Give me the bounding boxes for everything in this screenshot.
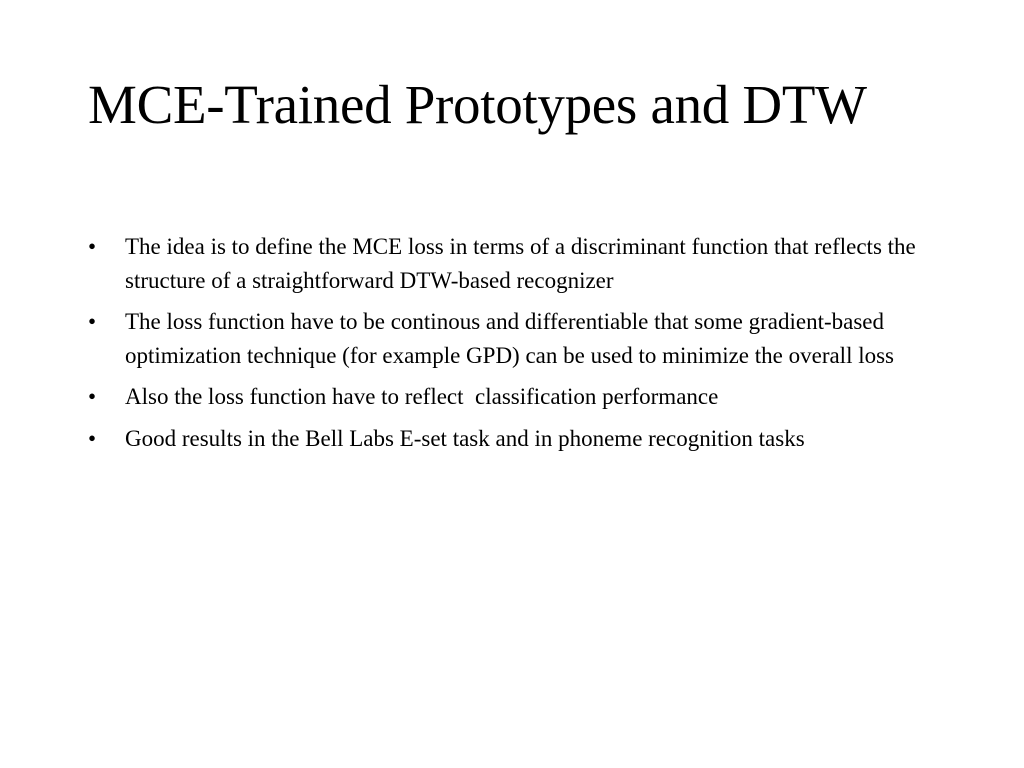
slide-title: MCE-Trained Prototypes and DTW bbox=[88, 74, 867, 135]
bullet-item bbox=[88, 380, 948, 414]
bullet-list bbox=[88, 230, 948, 463]
bullet-text: Also the loss function have to reflect classification performance bbox=[125, 384, 719, 409]
bullet-text: The idea is to define the MCE loss in terms of a discriminant function that reflects the structure of a straightforward DTW-based recognizer bbox=[125, 234, 916, 293]
bullet-icon: • bbox=[88, 309, 97, 334]
bullet-text: Good results in the Bell Labs E-set task and in phoneme recognition tasks bbox=[125, 425, 805, 451]
bullet-item bbox=[88, 422, 948, 456]
bullet-text: The loss function have to be continous and differentiable that some gradient-based optimization technique (for example GPD) can be used to minimize the overall loss bbox=[125, 309, 895, 368]
bullet-item bbox=[88, 305, 948, 372]
bullet-icon: • bbox=[88, 384, 97, 409]
bullet-icon: • bbox=[88, 234, 97, 259]
bullet-item bbox=[88, 230, 948, 297]
bullet-icon: • bbox=[88, 425, 97, 451]
